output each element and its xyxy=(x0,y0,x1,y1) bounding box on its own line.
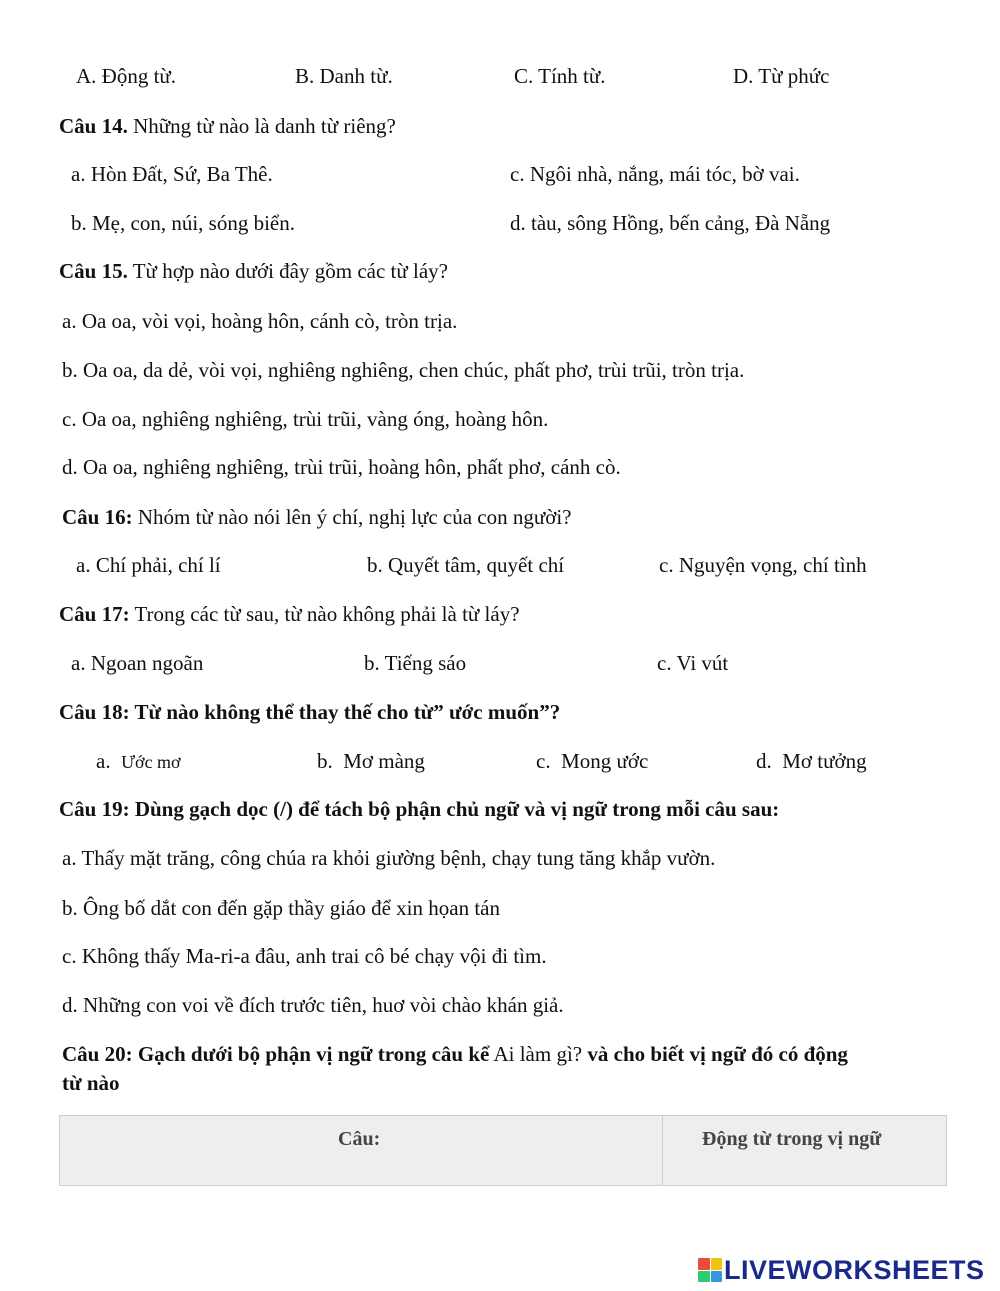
q17-option-a: a. Ngoan ngoãn xyxy=(71,651,204,675)
q16-label: Câu 16: xyxy=(62,505,133,529)
q18-option-a-text: Ước mơ xyxy=(121,752,181,772)
q18-option-d-text: Mơ tưởng xyxy=(782,749,867,773)
q15-text: Từ hợp nào dưới đây gồm các từ láy? xyxy=(127,259,448,283)
q15-option-a: a. Oa oa, vòi vọi, hoàng hôn, cánh cò, tròn trịa. xyxy=(62,309,458,333)
q15-option-b: b. Oa oa, da dẻ, vòi vọi, nghiêng nghiêng, chen chúc, phất phơ, trùi trũi, tròn trịa. xyxy=(62,358,745,382)
q20-question xyxy=(62,1041,848,1067)
q18-option-c-text: Mong ước xyxy=(561,749,649,773)
q14-option-c: c. Ngôi nhà, nắng, mái tóc, bờ vai. xyxy=(510,162,800,186)
q19-item-d: d. Những con voi về đích trước tiên, huơ vòi chào khán giả. xyxy=(62,993,564,1017)
q19-item-c: c. Không thấy Ma-ri-a đâu, anh trai cô bé chạy vội đi tìm. xyxy=(62,944,547,968)
table-divider xyxy=(662,1116,663,1185)
table-header-sentence: Câu: xyxy=(338,1128,381,1150)
q18-option-a xyxy=(96,748,181,775)
q20-part3: và cho biết vị ngữ đó có động xyxy=(587,1042,848,1066)
logo-square-blue xyxy=(711,1271,723,1283)
table-header-verb: Động từ trong vị ngữ xyxy=(702,1128,882,1150)
q15-option-d: d. Oa oa, nghiêng nghiêng, trùi trũi, hoàng hôn, phất phơ, cánh cò. xyxy=(62,455,621,479)
q19-question: Câu 19: Dùng gạch dọc (/) để tách bộ phận chủ ngữ và vị ngữ trong mỗi câu sau: xyxy=(59,797,780,821)
q19-item-a: a. Thấy mặt trăng, công chúa ra khỏi giường bệnh, chạy tung tăng khắp vườn. xyxy=(62,846,716,870)
liveworksheets-logo-icon xyxy=(698,1258,722,1282)
q16-option-a: a. Chí phải, chí lí xyxy=(76,553,221,577)
q20-part1: Câu 20: Gạch dưới bộ phận vị ngữ trong câu kể xyxy=(62,1042,490,1066)
q17-text: Trong các từ sau, từ nào không phải là từ láy? xyxy=(129,602,520,626)
q14-option-b: b. Mẹ, con, núi, sóng biển. xyxy=(71,211,295,235)
q16-question xyxy=(62,504,572,530)
q14-option-a: a. Hòn Đất, Sứ, Ba Thê. xyxy=(71,162,273,186)
logo-square-green xyxy=(698,1271,710,1283)
q14-label: Câu 14. xyxy=(59,114,128,138)
q15-label: Câu 15. xyxy=(59,259,128,283)
q17-label: Câu 17: xyxy=(59,602,130,626)
q15-option-c: c. Oa oa, nghiêng nghiêng, trùi trũi, vàng óng, hoàng hôn. xyxy=(62,407,549,431)
logo-text: LIVEWORKSHEETS xyxy=(724,1254,985,1285)
q15-question xyxy=(59,258,448,284)
q20-part2: Ai làm gì? xyxy=(489,1042,588,1066)
q18-option-b-text: Mơ màng xyxy=(343,749,425,773)
q19-item-b: b. Ông bố dắt con đến gặp thầy giáo để xin họan tán xyxy=(62,896,500,920)
q14-question xyxy=(59,113,396,139)
q17-option-c: c. Vi vút xyxy=(657,651,729,675)
q18-option-c xyxy=(536,748,648,774)
q18-option-b xyxy=(317,748,425,774)
q17-option-b: b. Tiếng sáo xyxy=(364,651,467,675)
q16-option-b: b. Quyết tâm, quyết chí xyxy=(367,553,565,577)
q18-question: Câu 18: Từ nào không thể thay thế cho từ” ước muốn”? xyxy=(59,700,561,724)
logo-square-yellow xyxy=(711,1258,723,1270)
q13-option-c: C. Tính từ. xyxy=(514,64,606,88)
q17-question xyxy=(59,601,520,627)
q18-option-b-letter: b. xyxy=(317,749,333,773)
q13-option-d: D. Từ phức xyxy=(733,64,830,88)
q14-text: Những từ nào là danh từ riêng? xyxy=(127,114,396,138)
q16-text: Nhóm từ nào nói lên ý chí, nghị lực của con người? xyxy=(132,505,572,529)
liveworksheets-logo[interactable] xyxy=(698,1256,985,1284)
logo-square-red xyxy=(698,1258,710,1270)
q13-option-a: A. Động từ. xyxy=(76,64,177,88)
q20-question-line2: từ nào xyxy=(62,1071,120,1095)
q16-option-c: c. Nguyện vọng, chí tình xyxy=(659,553,867,577)
q18-option-a-letter: a. xyxy=(96,749,111,773)
q18-option-d-letter: d. xyxy=(756,749,772,773)
q18-option-c-letter: c. xyxy=(536,749,551,773)
q18-option-d xyxy=(756,748,867,774)
q13-option-b: B. Danh từ. xyxy=(295,64,393,88)
q14-option-d: d. tàu, sông Hồng, bến cảng, Đà Nẵng xyxy=(510,211,831,235)
answer-table xyxy=(59,1115,947,1186)
